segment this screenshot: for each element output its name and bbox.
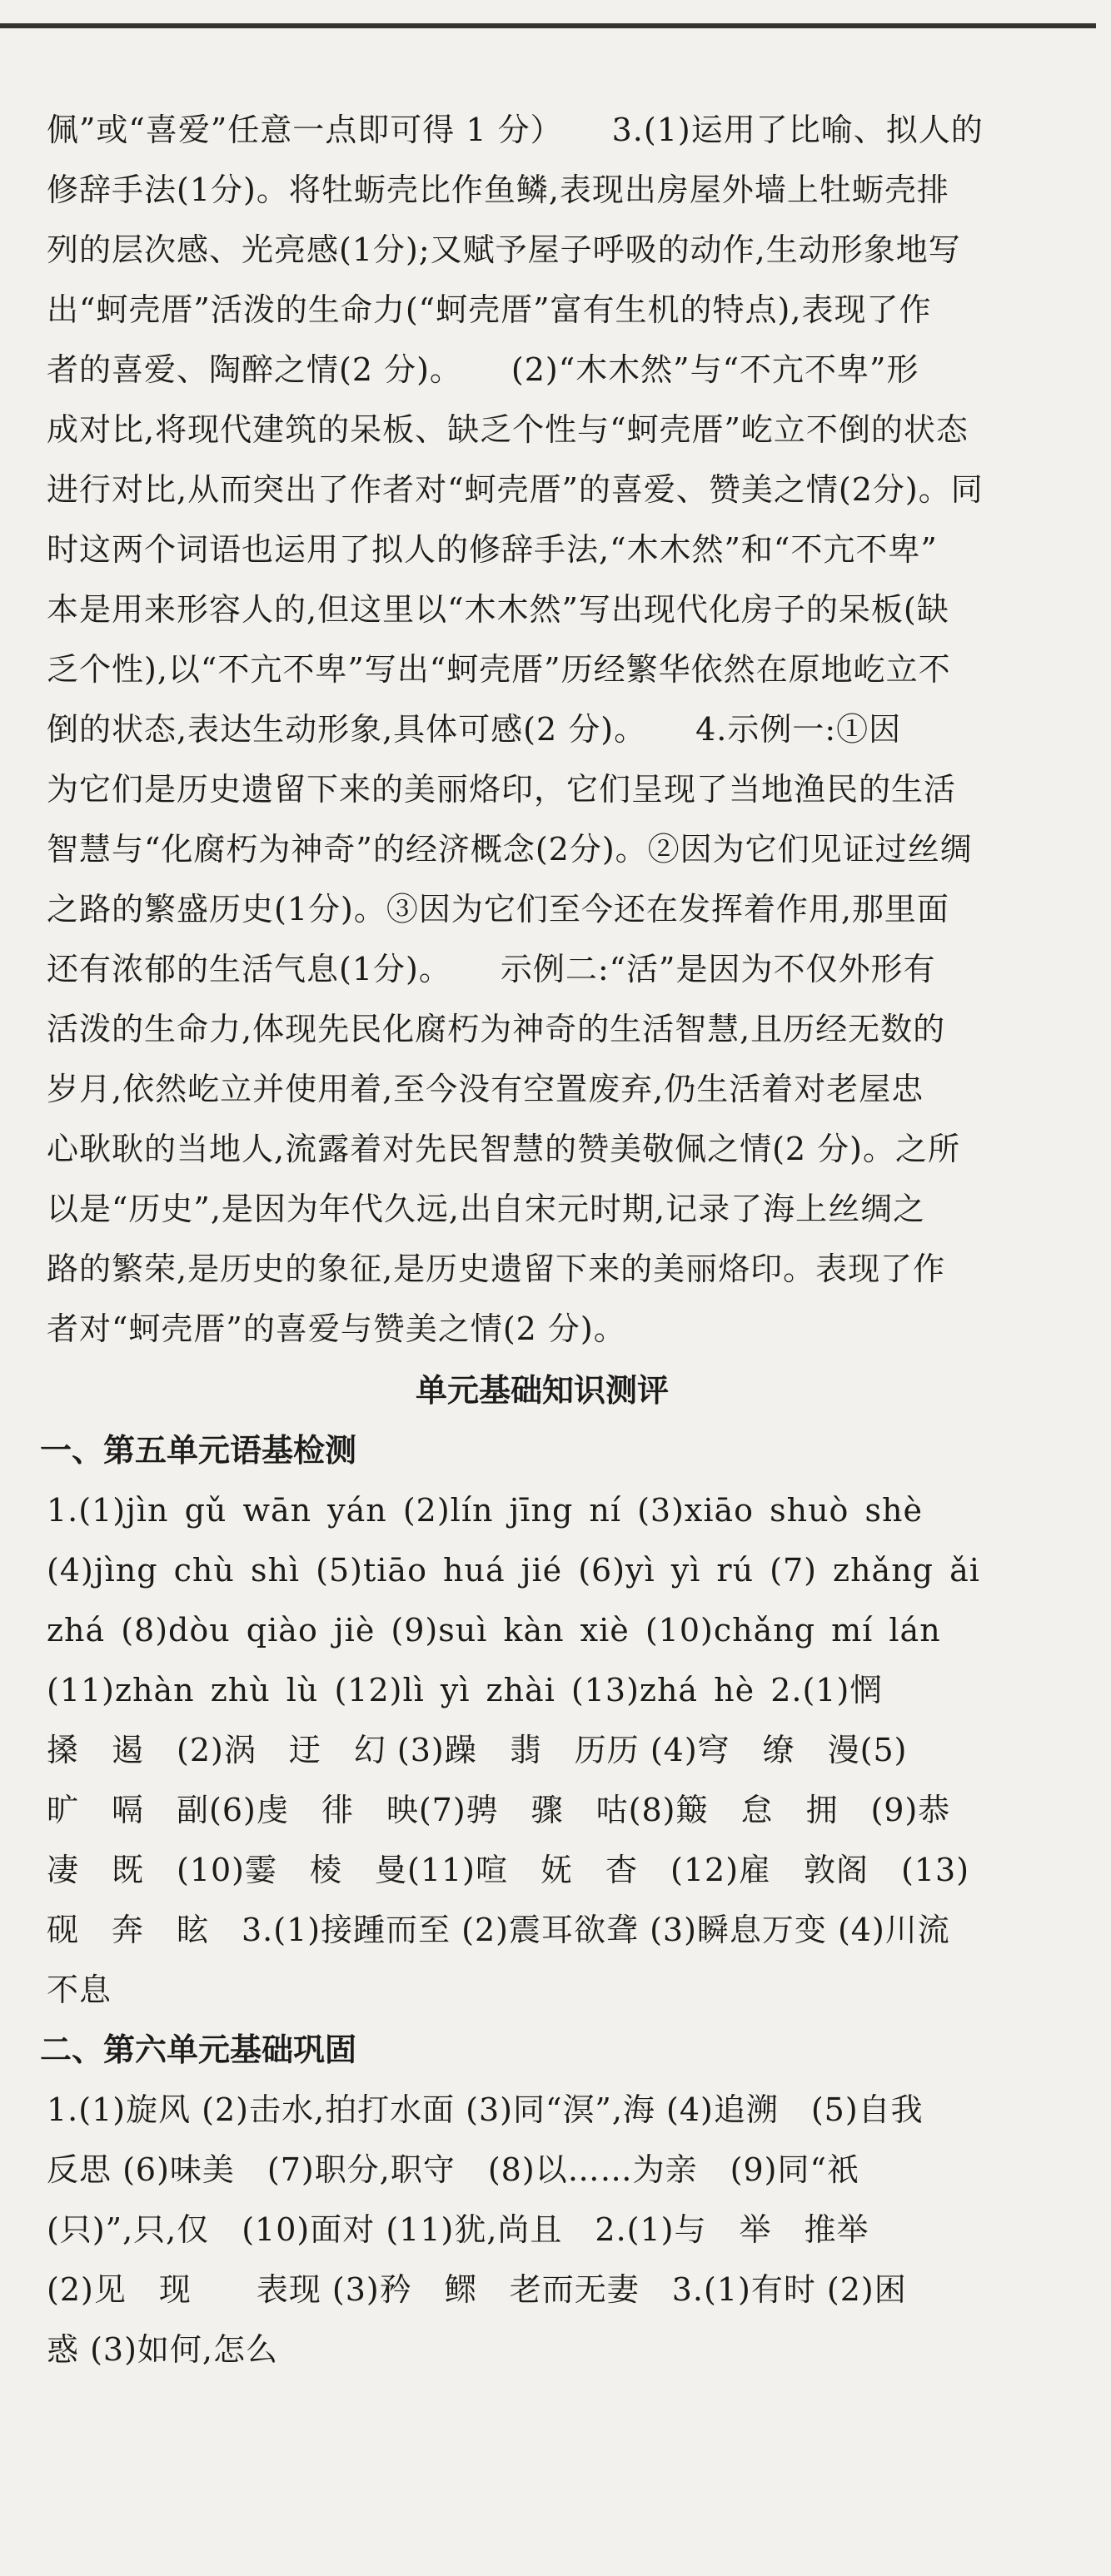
text-line: 时这两个词语也运用了拟人的修辞手法,“木木然”和“不亢不卑” <box>47 531 938 568</box>
text-line: (4)jìng chù shì (5)tiāo huá jié (6)yì yì rú (7) zhǎng ǎi <box>47 1552 980 1589</box>
text-line: 为它们是历史遗留下来的美丽烙印，它们呈现了当地渔民的生活 <box>47 771 957 808</box>
section-heading: 二、第六单元基础巩固 <box>40 2031 357 2068</box>
text-line: 不息 <box>47 1972 112 2008</box>
text-line: 进行对比,从而突出了作者对“蚵壳厝”的喜爱、赞美之情(2分)。同 <box>47 471 984 508</box>
text-line: 者的喜爱、陶醉之情(2 分)。 (2)“木木然”与“不亢不卑”形 <box>47 351 919 388</box>
text-line: 凄 既 (10)霎 棱 曼(11)喧 妩 杳 (12)雇 敦阁 (13) <box>47 1852 970 1888</box>
text-line: 岁月,依然屹立并使用着,至今没有空置废弃,仍生活着对老屋忠 <box>47 1071 924 1107</box>
text-line: 修辞手法(1分)。将牡蛎壳比作鱼鳞,表现出房屋外墙上牡蛎壳排 <box>47 172 949 208</box>
text-line: 之路的繁盛历史(1分)。③因为它们至今还在发挥着作用,那里面 <box>47 891 949 927</box>
section-unit6 <box>40 2020 1038 2380</box>
answer-content <box>40 100 1038 2380</box>
section-heading: 一、第五单元语基检测 <box>40 1432 357 1469</box>
text-line: 列的层次感、光亮感(1分);又赋予屋子呼吸的动作,生动形象地写 <box>47 231 961 268</box>
text-line: 以是“历史”,是因为年代久远,出自宋元时期,记录了海上丝绸之 <box>47 1191 926 1227</box>
text-line: zhá (8)dòu qiào jiè (9)suì kàn xiè (10)chǎng mí lán <box>47 1612 941 1649</box>
text-line: (2)见 现 表现 (3)矜 鳏 老而无妻 3.(1)有时 (2)困 <box>47 2271 907 2308</box>
text-line: 乏个性),以“不亢不卑”写出“蚵壳厝”历经繁华依然在原地屹立不 <box>47 651 951 688</box>
text-line: (11)zhàn zhù lù (12)lì yì zhài (13)zhá hè 2.(1)惘 <box>47 1672 883 1708</box>
answers-part1 <box>47 100 1038 1359</box>
text-line: 佩”或“喜爱”任意一点即可得 1 分） 3.(1)运用了比喻、拟人的 <box>47 112 984 148</box>
text-line: 智慧与“化腐朽为神奇”的经济概念(2分)。②因为它们见证过丝绸 <box>47 831 973 868</box>
text-line: 倒的状态,表达生动形象,具体可感(2 分)。 4.示例一:①因 <box>47 711 902 748</box>
text-line: 活泼的生命力,体现先民化腐朽为神奇的生活智慧,且历经无数的 <box>47 1011 946 1047</box>
text-line: 本是用来形容人的,但这里以“木木然”写出现代化房子的呆板(缺 <box>47 591 949 628</box>
text-line: 1.(1)jìn gǔ wān yán (2)lín jīng ní (3)xiāo shuò shè <box>47 1492 923 1529</box>
section-unit5 <box>40 1420 1038 2020</box>
unit-test-title: 单元基础知识测评 <box>415 1372 669 1409</box>
text-line: 出“蚵壳厝”活泼的生命力(“蚵壳厝”富有生机的特点),表现了作 <box>47 291 932 328</box>
text-line: 旷 嗝 副(6)虔 徘 映(7)骋 骤 咕(8)簸 怠 拥 (9)恭 <box>47 1792 951 1828</box>
text-line: 惑 (3)如何,怎么 <box>47 2331 278 2368</box>
text-line: 心耿耿的当地人,流露着对先民智慧的赞美敬佩之情(2 分)。之所 <box>47 1131 960 1167</box>
top-rule <box>0 23 1096 28</box>
text-line: 还有浓郁的生活气息(1分)。 示例二:“活”是因为不仅外形有 <box>47 951 936 987</box>
text-line: 1.(1)旋风 (2)击水,拍打水面 (3)同“溟”,海 (4)追溯 (5)自我 <box>47 2091 924 2128</box>
text-line: 砚 奔 眩 3.(1)接踵而至 (2)震耳欲聋 (3)瞬息万变 (4)川流 <box>47 1912 950 1948</box>
text-line: 搡 遏 (2)涡 迂 幻 (3)躁 翡 历历 (4)穹 缭 漫(5) <box>47 1732 908 1768</box>
text-line: (只)”,只,仅 (10)面对 (11)犹,尚且 2.(1)与 举 推举 <box>47 2211 869 2248</box>
text-line: 成对比,将现代建筑的呆板、缺乏个性与“蚵壳厝”屹立不倒的状态 <box>47 411 969 448</box>
text-line: 路的繁荣,是历史的象征,是历史遗留下来的美丽烙印。表现了作 <box>47 1251 946 1287</box>
text-line: 者对“蚵壳厝”的喜爱与赞美之情(2 分)。 <box>47 1310 626 1347</box>
text-line: 反思 (6)味美 (7)职分,职守 (8)以……为亲 (9)同“祇 <box>47 2151 859 2188</box>
